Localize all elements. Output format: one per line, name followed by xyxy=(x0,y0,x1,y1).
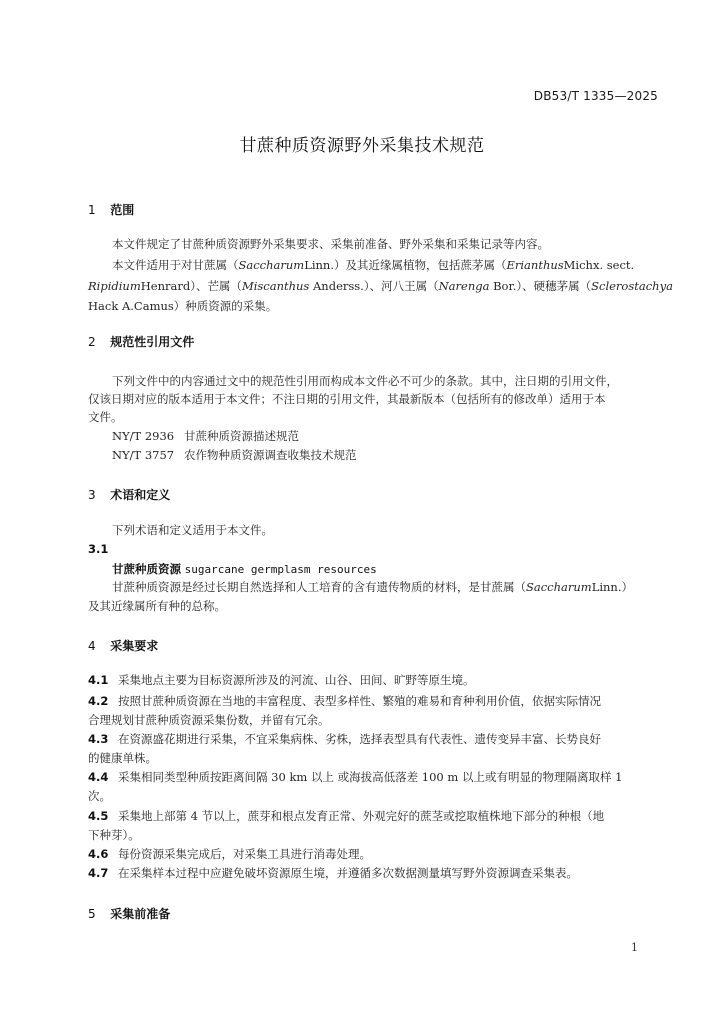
section-number: 3 xyxy=(88,488,96,502)
clause-text: 采集地点主要为目标资源所涉及的河流、山谷、田间、旷野等原生境。 xyxy=(118,673,475,687)
section-1-paragraph-2-line-3: Hack A.Camus）种质资源的采集。 xyxy=(88,299,278,313)
clause-4-5 xyxy=(88,808,604,824)
latin-genus-name: Sclerostachya xyxy=(591,279,673,293)
text-run: Linn.）及其近缘属植物，包括蔗茅属（ xyxy=(304,258,507,272)
text-run: Linn.） xyxy=(591,580,633,594)
clause-4-4 xyxy=(88,769,622,785)
text-run: Henrard）、芒属（ xyxy=(140,279,242,293)
term-entry xyxy=(112,561,377,577)
clause-4-2-continuation: 合理规划甘蔗种质资源采集份数，并留有冗余。 xyxy=(88,713,330,727)
term-definition-line-2: 及其近缘属所有种的总称。 xyxy=(88,599,226,613)
clause-4-3-continuation: 的健康单株。 xyxy=(88,751,157,765)
text-run: 本文件适用于对甘蔗属（ xyxy=(112,258,239,272)
section-number: 5 xyxy=(88,907,96,921)
clause-number: 4.7 xyxy=(88,866,109,880)
document-code: DB53/T 1335—2025 xyxy=(533,89,658,103)
latin-genus-name: Ripidium xyxy=(88,279,141,293)
reference-title: 农作物种质资源调查收集技术规范 xyxy=(184,448,357,462)
term-definition-line-1 xyxy=(88,579,684,595)
normative-reference xyxy=(112,447,357,463)
section-title: 范围 xyxy=(110,203,135,217)
clause-number: 4.3 xyxy=(88,732,109,746)
document-title: 甘蔗种质资源野外采集技术规范 xyxy=(239,136,485,156)
latin-genus-name: Saccharum xyxy=(526,580,592,594)
clause-4-6 xyxy=(88,846,371,862)
clause-text: 按照甘蔗种质资源在当地的丰富程度、表型多样性、繁殖的难易和育种利用价值，依据实际情况 xyxy=(118,694,601,708)
section-number: 1 xyxy=(88,203,96,217)
section-1-paragraph-2-line-1 xyxy=(88,257,684,273)
clause-number: 4.5 xyxy=(88,809,109,823)
text-run: Bor.）、硬穗茅属（ xyxy=(489,279,592,293)
clause-text: 在资源盛花期进行采集，不宜采集病株、劣株，选择表型具有代表性、遗传变异丰富、长势良好 xyxy=(118,732,601,746)
clause-4-5-continuation: 下种芽）。 xyxy=(88,828,140,842)
clause-4-7 xyxy=(88,865,578,881)
reference-code: NY/T 3757 xyxy=(112,448,175,462)
section-1-paragraph-1: 本文件规定了甘蔗种质资源野外采集要求、采集前准备、野外采集和采集记录等内容。 xyxy=(112,237,549,251)
clause-4-1 xyxy=(88,672,475,688)
text-run: 甘蔗种质资源是经过长期自然选择和人工培育的含有遗传物质的材料，是甘蔗属（ xyxy=(112,580,526,594)
clause-number: 4.2 xyxy=(88,694,109,708)
section-number: 4 xyxy=(88,639,96,653)
term-english: sugarcane germplasm resources xyxy=(184,563,377,576)
section-title: 规范性引用文件 xyxy=(110,335,195,349)
clause-text: 采集地上部第 4 节以上，蔗芽和根点发育正常、外观完好的蔗茎或挖取植株地下部分的种根（地 xyxy=(118,809,605,823)
clause-text: 采集相同类型种质按距离间隔 30 km 以上 或海拔高低落差 100 m 以上或有明显的物理隔离取样 1 xyxy=(118,770,623,784)
page-number: 1 xyxy=(631,941,638,954)
section-3-intro: 下列术语和定义适用于本文件。 xyxy=(112,523,273,537)
text-run: Michx. sect. xyxy=(563,258,635,272)
latin-genus-name: Narenga xyxy=(438,279,490,293)
section-title: 采集前准备 xyxy=(110,907,171,921)
clause-3-1-number: 3.1 xyxy=(88,542,109,556)
clause-number: 4.4 xyxy=(88,770,109,784)
section-number: 2 xyxy=(88,335,96,349)
section-2-heading xyxy=(88,333,194,350)
reference-title: 甘蔗种质资源描述规范 xyxy=(184,429,299,443)
section-4-heading xyxy=(88,637,158,654)
reference-code: NY/T 2936 xyxy=(112,429,175,443)
latin-genus-name: Erianthus xyxy=(506,258,564,272)
latin-genus-name: Saccharum xyxy=(238,258,305,272)
clause-4-3 xyxy=(88,731,601,747)
text-run: Anderss.）、河八王属（ xyxy=(309,279,439,293)
clause-4-2 xyxy=(88,693,601,709)
clause-number: 4.6 xyxy=(88,847,109,861)
section-title: 采集要求 xyxy=(110,639,159,653)
section-5-heading xyxy=(88,905,170,922)
term-chinese: 甘蔗种质资源 xyxy=(112,562,181,576)
clause-text: 在采集样本过程中应避免破坏资源原生境，并遵循多次数据测量填写野外资源调查采集表。 xyxy=(118,866,578,880)
latin-genus-name: Miscanthus xyxy=(241,279,310,293)
clause-4-4-continuation: 次。 xyxy=(88,789,111,803)
section-3-heading xyxy=(88,486,170,503)
clause-number: 4.1 xyxy=(88,673,109,687)
section-title: 术语和定义 xyxy=(110,488,171,502)
section-1-paragraph-2-line-2 xyxy=(88,278,673,294)
clause-text: 每份资源采集完成后，对采集工具进行消毒处理。 xyxy=(118,847,371,861)
section-1-heading xyxy=(88,201,134,218)
section-2-paragraph-line-3: 文件。 xyxy=(88,410,123,424)
section-2-paragraph-line-1: 下列文件中的内容通过文中的规范性引用而构成本文件必不可少的条款。其中，注日期的引用文件， xyxy=(112,374,618,388)
section-2-paragraph-line-2: 仅该日期对应的版本适用于本文件；不注日期的引用文件，其最新版本（包括所有的修改单）适用于本 xyxy=(88,392,606,406)
normative-reference xyxy=(112,428,299,444)
